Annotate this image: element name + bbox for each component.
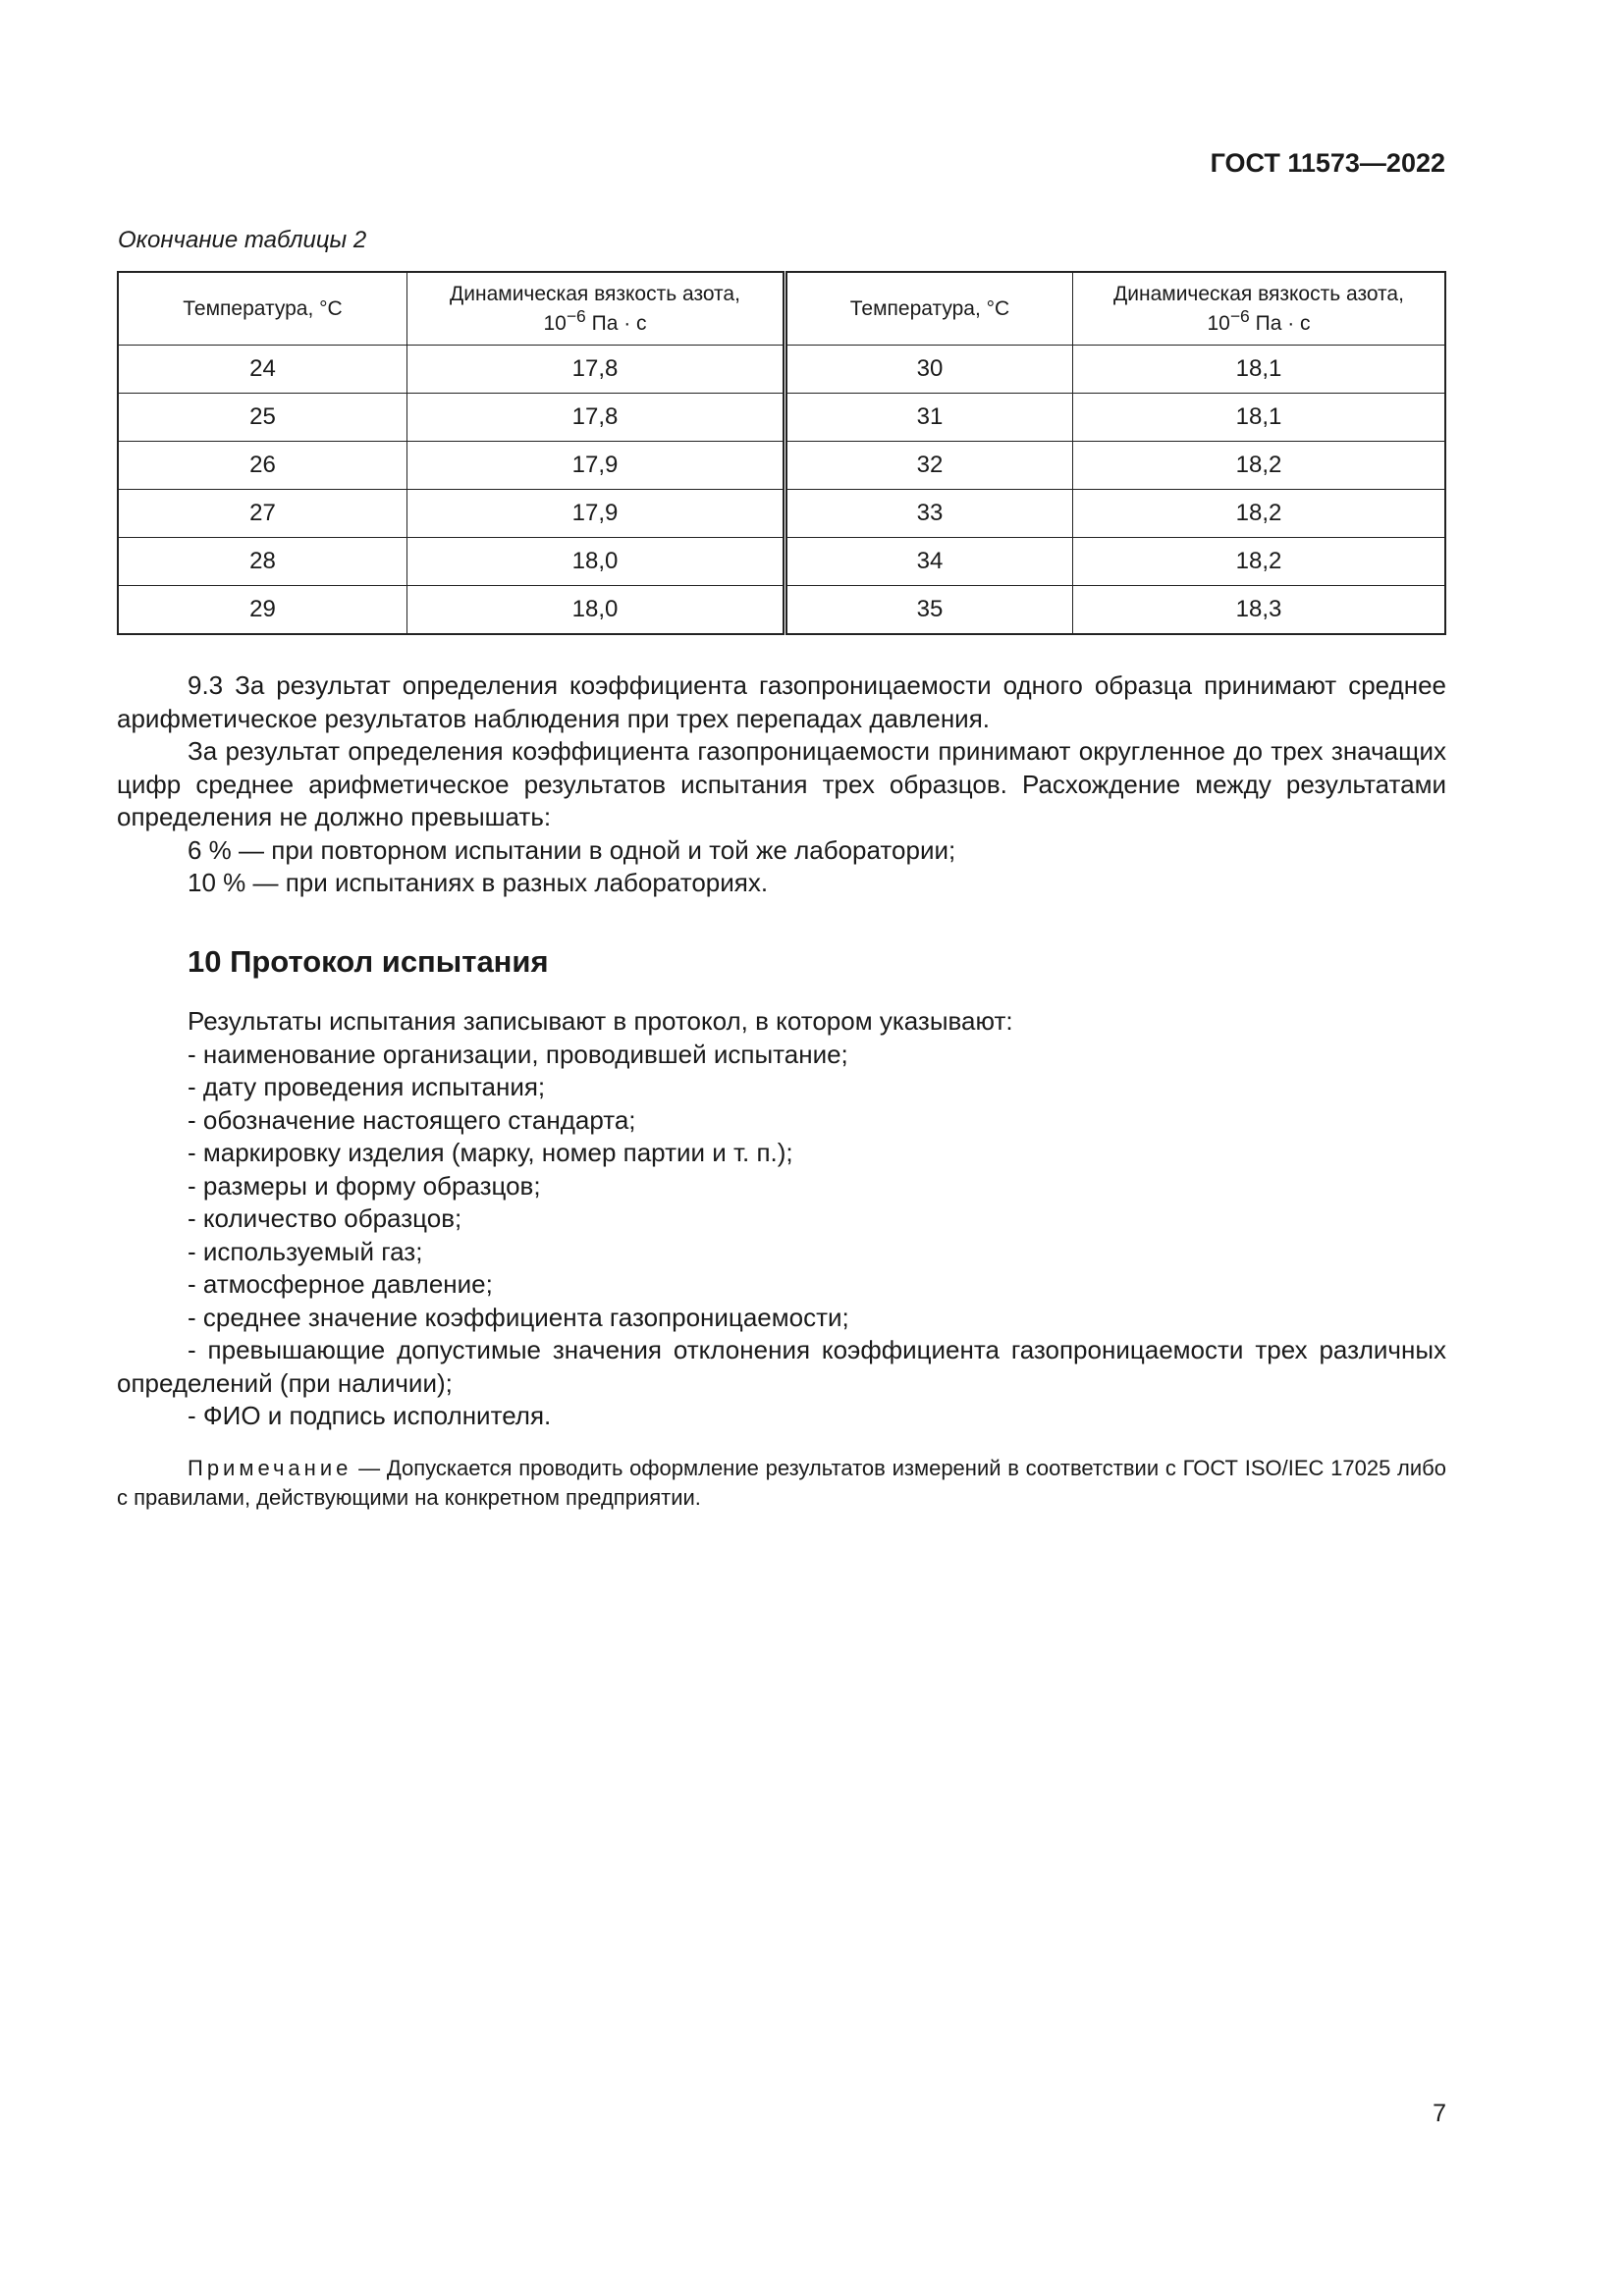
header-temperature-1 — [118, 272, 407, 346]
table-cell: 27 — [118, 490, 407, 538]
paragraph: 6 % — при повторном испытании в одной и той же лаборатории; — [188, 834, 956, 865]
table-cell: 33 — [785, 490, 1073, 538]
table-cell: 18,1 — [1073, 394, 1446, 442]
list-item: - ФИО и подпись исполнителя. — [188, 1401, 552, 1430]
table-row — [118, 538, 1445, 586]
table-cell: 35 — [785, 586, 1073, 635]
viscosity-table-container — [117, 271, 1446, 635]
table-cell: 26 — [118, 442, 407, 490]
note — [117, 1454, 1446, 1513]
header-text: Динамическая вязкость азота, — [1113, 283, 1404, 305]
paragraph: Результаты испытания записывают в протокол, в котором указывают: — [188, 1006, 1013, 1036]
list-item: - атмосферное давление; — [188, 1269, 493, 1299]
table-cell: 30 — [785, 346, 1073, 394]
document-code: ГОСТ 11573—2022 — [1210, 148, 1445, 178]
table-cell: 17,8 — [407, 394, 785, 442]
table-row — [118, 346, 1445, 394]
table-cell: 18,1 — [1073, 346, 1446, 394]
header-text: Температура, °С — [849, 297, 1010, 320]
table-row — [118, 442, 1445, 490]
table-cell: 17,9 — [407, 442, 785, 490]
list-item: - используемый газ; — [188, 1236, 423, 1266]
viscosity-table — [117, 271, 1446, 635]
list-item: - размеры и форму образцов; — [188, 1170, 541, 1201]
table-cell: 18,3 — [1073, 586, 1446, 635]
section-9-3 — [117, 669, 1446, 900]
header-text: Температура, °С — [183, 297, 343, 320]
table-row — [118, 394, 1445, 442]
list-item: - количество образцов; — [188, 1203, 462, 1233]
paragraph: 10 % — при испытаниях в разных лабораториях. — [188, 868, 769, 897]
table-cell: 24 — [118, 346, 407, 394]
list-item: - наименование организации, проводившей испытание; — [188, 1039, 848, 1069]
table-cell: 17,8 — [407, 346, 785, 394]
header-viscosity-2 — [1073, 272, 1446, 346]
table-cell: 18,0 — [407, 538, 785, 586]
paragraph: 9.3 За результат определения коэффициента газопроницаемости одного образца принимают среднее арифметическое результатов наблюдения при трех перепадах давления. — [117, 670, 1446, 733]
table-cell: 34 — [785, 538, 1073, 586]
table-cell: 18,0 — [407, 586, 785, 635]
table-row — [118, 586, 1445, 635]
list-item: - среднее значение коэффициента газопроницаемости; — [188, 1302, 849, 1332]
note-label: Примечание — [188, 1456, 352, 1480]
table-cell: 31 — [785, 394, 1073, 442]
table-caption: Окончание таблицы 2 — [118, 227, 367, 253]
header-unit: $10^{-6}$ Па · с — [1207, 306, 1311, 335]
table-cell: 25 — [118, 394, 407, 442]
page-number: 7 — [1433, 2100, 1446, 2127]
header-unit: $10^{-6}$ Па · с — [543, 306, 647, 335]
section-10-heading: 10 Протокол испытания — [188, 944, 549, 979]
header-temperature-2 — [785, 272, 1073, 346]
table-cell: 32 — [785, 442, 1073, 490]
table-row — [118, 490, 1445, 538]
list-item: - маркировку изделия (марку, номер партии и т. п.); — [188, 1138, 793, 1167]
note-text: — Допускается проводить оформление результатов измерений в соответствии с ГОСТ ISO/IEC 17025 либо с правилами, действующими на конкретном предприятии. — [117, 1456, 1446, 1510]
section-10-body — [117, 1005, 1446, 1433]
table-cell: 18,2 — [1073, 538, 1446, 586]
table-cell: 17,9 — [407, 490, 785, 538]
header-viscosity-1 — [407, 272, 785, 346]
list-item: - превышающие допустимые значения отклонения коэффициента газопроницаемости трех различных определений (при наличии); — [117, 1335, 1446, 1398]
paragraph: За результат определения коэффициента газопроницаемости принимают округленное до трех значащих цифр среднее арифметическое результатов испытания трех образцов. Расхождение между результатами определения не должно превышать: — [117, 736, 1446, 831]
list-item: - обозначение настоящего стандарта; — [188, 1104, 636, 1135]
list-item: - дату проведения испытания; — [188, 1072, 546, 1101]
table-cell: 18,2 — [1073, 442, 1446, 490]
table-header-row — [118, 272, 1445, 346]
table-cell: 18,2 — [1073, 490, 1446, 538]
table-cell: 28 — [118, 538, 407, 586]
header-text: Динамическая вязкость азота, — [450, 283, 740, 305]
table-cell: 29 — [118, 586, 407, 635]
